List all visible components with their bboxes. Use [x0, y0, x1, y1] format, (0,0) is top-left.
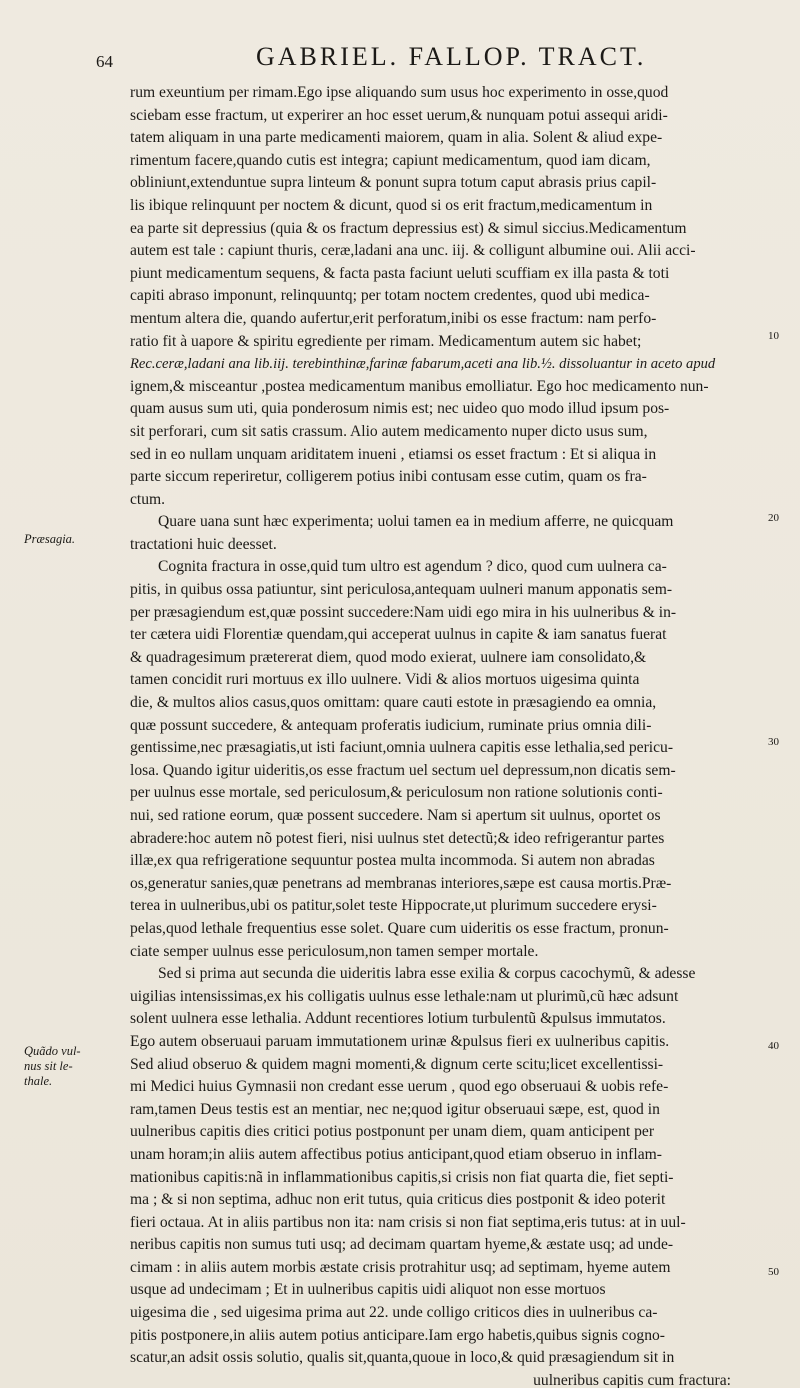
- text-line: autem est tale : capiunt thuris, ceræ,ladani ana unc. iij. & colligunt albumine oui. Alii acci-: [130, 242, 696, 260]
- text-line: mi Medici huius Gymnasii non credant esse uerum , quod ego obseruaui & uobis refe-: [130, 1078, 669, 1096]
- text-line: terea in uulneribus,ubi os patitur,solet teste Hippocrate,ut plurimum succedere erysi-: [130, 897, 657, 915]
- text-line: lis ibique relinquunt per noctem & dicunt, quod si os erit fractum,medicamentum in: [130, 196, 653, 214]
- text-line: Sed si prima aut secunda die uideritis labra esse exilia & corpus cacochymũ, & adesse: [158, 965, 696, 983]
- text-line: Cognita fractura in osse,quid tum ultro est agendum ? dico, quod cum uulnera ca-: [158, 558, 667, 576]
- text-line: & quadragesimum prætererat diem, quod modo exierat, uulnere iam consolidato,&: [130, 648, 647, 666]
- text-line: pelas,quod lethale frequentius esse solet. Quare cum uideritis os esse fractum, pronun-: [130, 919, 669, 937]
- line-number-30: 30: [768, 736, 779, 748]
- text-line: sed in eo nullam unquam ariditatem inueni , etiamsi os esset fractum : Et si aliqua in: [130, 445, 657, 463]
- text-line: nui, sed ratione eorum, quæ possent succedere. Nam si apertum sit uulnus, oportet os: [130, 807, 661, 824]
- text-line: ma ; & si non septima, adhuc non erit tutus, quia criticus dies postponit & ideo poterit: [130, 1191, 666, 1209]
- text-line: rum exeuntium per rimam.Ego ipse aliquando sum usus hoc experimento in osse,quod: [130, 84, 669, 101]
- catchword: uulneribus capitis cum fractura:: [533, 1371, 731, 1388]
- text-line: cimam : in aliis autem morbis æstate crisis protrahitur usq; ad septimam, hyeme autem: [130, 1258, 671, 1276]
- text-line: illæ,ex qua refrigeratione sequuntur postea multa incommoda. Si autem non abradas: [130, 852, 655, 870]
- text-line: Ego autem obseruaui paruam immutationem urinæ &pulsus fieri ex uulneribus capitis.: [130, 1032, 670, 1050]
- text-line: ctum.: [130, 490, 166, 508]
- text-line: tractationi huic deesset.: [130, 535, 277, 553]
- text-line: obliniunt,extenduntue supra linteum & ponunt supra totum caput abrasis prius capil-: [130, 174, 657, 192]
- text-line: die, & multos alios casus,quos omittam: quare cauti estote in præsagiendo ea omnia,: [130, 694, 657, 712]
- text-line: pitis, in quibus ossa patiuntur, sint periculosa,antequam uulneri manum apponatis sem-: [130, 581, 673, 599]
- text-line: mentum altera die, quando aufertur,erit perforatum,inibi os esse fractum: nam perfo-: [130, 309, 657, 327]
- line-number-40: 40: [768, 1040, 779, 1052]
- margin-note-praesagia: Præsagia.: [24, 532, 76, 546]
- text-line: ter cætera uidi Florentiæ quendam,qui acceperat uulnus in capite & iam sanatus fuerat: [130, 626, 667, 644]
- text-line: gentissime,nec præsagiatis,ut isti faciunt,omnia uulnera capitis esse lethalia,sed pericu-: [130, 739, 674, 757]
- text-line: rimentum facere,quando cutis est integra; capiunt medicamentum, quod iam dicam,: [130, 151, 651, 169]
- body-text: [130, 82, 755, 1388]
- text-line: ea parte sit depressius (quia & os fractum depressius est) & simul siccius.Medicamentum: [130, 219, 687, 237]
- text-line: fieri octaua. At in aliis partibus non ita: nam crisis si non fiat septima,eris tutus: at in uul-: [130, 1213, 686, 1231]
- text-line: per præsagiendum est,quæ possint succedere:Nam uidi ego mira in his uulneribus & in-: [130, 603, 677, 621]
- text-line: ratio fit à uapore & spiritu egrediente per rimam. Medicamentum autem sic habet;: [130, 332, 642, 350]
- text-line: Quare uana sunt hæc experimenta; uolui tamen ea in medium afferre, ne quicquam: [158, 513, 674, 531]
- text-line: capiti abraso imponunt, relinquuntq; per totam noctem credentes, quod ubi medica-: [130, 287, 650, 305]
- text-line: usque ad undecimam ; Et in uulneribus capitis uidi aliquot non esse mortuos: [130, 1281, 606, 1299]
- text-line: quam ausus sum uti, quia ponderosum nimis est; nec uideo quo modo illud ipsum pos-: [130, 400, 670, 418]
- text-line: ciate semper uulnus esse periculosum,non tamen semper mortale.: [130, 942, 539, 960]
- text-line: neribus capitis non sumus tuti usq; ad decimam quartam hyeme,& æstate usq; ad unde-: [130, 1236, 674, 1254]
- text-line: uulneribus capitis dies critici potius postponunt per unam diem, quam anticipent per: [130, 1123, 655, 1141]
- text-line: pitis postponere,in aliis autem potius anticipare.Iam ergo habetis,quibus signis cogno-: [130, 1326, 665, 1344]
- text-line: piunt medicamentum sequens, & facta pasta faciunt ueluti scuffiam ex illa pasta & toti: [130, 264, 670, 282]
- text-line: tatem aliquam in una parte medicamenti maiorem, quam in alia. Solent & aliud expe-: [130, 129, 663, 147]
- text-line: scatur,an adsit ossis solutio, qualis sit,quanta,quoue in loco,& quid præsagiendum sit in: [130, 1349, 675, 1367]
- text-line: tamen concidit ruri mortuus ex illo uulnere. Vidi & alios mortuos uigesima quinta: [130, 671, 640, 689]
- text-line: solent uulnera esse lethalia. Addunt recentiores lotium turbulentũ &pulsus immutatos.: [130, 1010, 666, 1028]
- text-line-recipe: Rec.ceræ,ladani ana lib.iij. terebinthinæ,farinæ fabarum,aceti ana lib.½. dissoluantur in aceto apud: [130, 356, 716, 373]
- margin-note-quando-vulnus-2: nus sit le-: [24, 1059, 73, 1073]
- line-number-10: 10: [768, 330, 779, 342]
- page-header: [96, 40, 696, 76]
- text-line: os,generatur sanies,quæ penetrans ad membranas interiores,sæpe est causa mortis.Præ-: [130, 874, 672, 892]
- line-number-50: 50: [768, 1266, 779, 1278]
- text-line: mationibus capitis:nã in inflammationibus capitis,si crisis non fiat quarta die, fiet septi-: [130, 1168, 674, 1186]
- text-line: uigilias intensissimas,ex his colligatis uulnus esse lethale:nam ut plurimũ,cũ hæc adsunt: [130, 987, 679, 1005]
- margin-note-quando-vulnus-3: thale.: [24, 1074, 53, 1088]
- text-line: per uulnus esse mortale, sed periculosum,& periculosum non ratione solutionis conti-: [130, 784, 663, 802]
- text-line: quæ possunt succedere, & antequam proferatis iudicium, ruminate prius omnia dili-: [130, 716, 652, 734]
- text-line: Sed aliud obseruo & quidem magni momenti,& dignum certe scitu;licet excellentissi-: [130, 1055, 664, 1073]
- page-number: 64: [96, 52, 113, 71]
- text-line: abradere:hoc autem nõ potest fieri, nisi uulnus stet detectũ;& ideo refrigerantur partes: [130, 829, 665, 847]
- text-line: parte siccum reperiretur, colligerem potius inibi contusam esse cutim, quam os fra-: [130, 468, 647, 486]
- line-number-20: 20: [768, 512, 779, 524]
- margin-note-quando-vulnus-1: Quãdo vul-: [24, 1044, 81, 1058]
- text-line: uigesima die , sed uigesima prima aut 22. unde colligo criticos dies in uulneribus ca-: [130, 1304, 658, 1322]
- text-line: ignem,& misceantur ,postea medicamentum manibus emolliatur. Ego hoc medicamento nun-: [130, 377, 709, 395]
- text-line: sciebam esse fractum, ut experirer an hoc esset uerum,& nunquam potui assequi aridi-: [130, 106, 668, 124]
- text-line: losa. Quando igitur uideritis,os esse fractum uel sectum uel depressum,non dicatis sem-: [130, 761, 676, 779]
- text-line: ram,tamen Deus testis est an mentiar, nec ne;quod igitur obseruaui sæpe, est, quod in: [130, 1100, 660, 1118]
- text-line: sit perforari, cum sit satis crassum. Alio autem medicamento nuper dicto usus sum,: [130, 422, 648, 440]
- running-head: GABRIEL. FALLOP. TRACT.: [256, 42, 647, 71]
- text-line: unam horam;in aliis autem affectibus potius anticipant,quod etiam obseruo in inflam-: [130, 1145, 662, 1163]
